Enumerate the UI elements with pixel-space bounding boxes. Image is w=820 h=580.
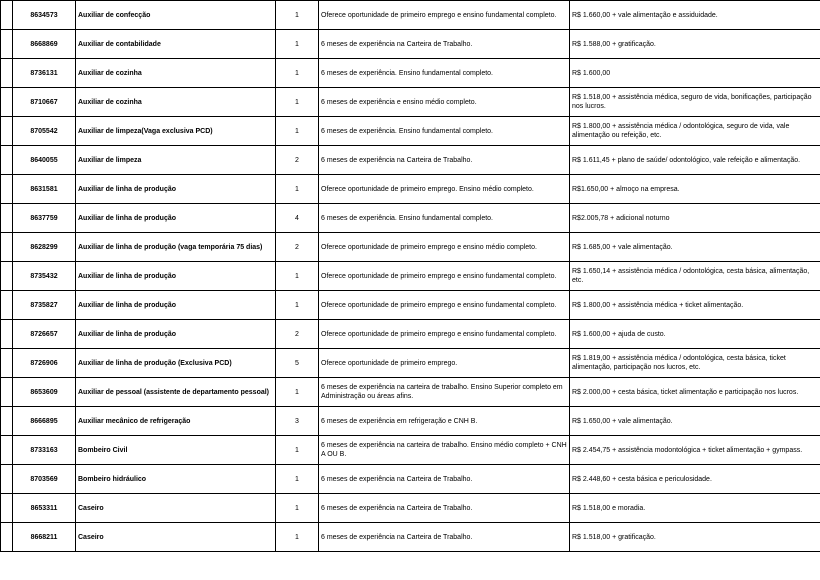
row-margin-cell [1, 1, 13, 30]
vacancies-cell: 2 [276, 320, 319, 349]
requirements-cell: Oferece oportunidade de primeiro emprego e ensino médio completo. [319, 233, 570, 262]
row-margin-cell [1, 320, 13, 349]
salary-benefits-cell: R$ 1.800,00 + assistência médica / odontológica, seguro de vida, vale alimentação ou refeição, etc. [570, 117, 820, 146]
table-row [1, 88, 820, 117]
table-row [1, 436, 820, 465]
row-margin-cell [1, 59, 13, 88]
job-code-cell: 8666895 [13, 407, 76, 436]
job-code-cell: 8736131 [13, 59, 76, 88]
vacancies-cell: 1 [276, 436, 319, 465]
table-row [1, 204, 820, 233]
requirements-cell: 6 meses de experiência. Ensino fundamental completo. [319, 59, 570, 88]
requirements-cell: 6 meses de experiência na Carteira de Trabalho. [319, 146, 570, 175]
job-title-cell: Auxiliar de limpeza(Vaga exclusiva PCD) [76, 117, 276, 146]
job-title-cell: Caseiro [76, 523, 276, 552]
job-listings-body [1, 1, 820, 552]
job-code-cell: 8631581 [13, 175, 76, 204]
vacancies-cell: 3 [276, 407, 319, 436]
job-title-cell: Auxiliar de linha de produção [76, 320, 276, 349]
table-row [1, 175, 820, 204]
table-row [1, 59, 820, 88]
job-code-cell: 8710667 [13, 88, 76, 117]
job-code-cell: 8637759 [13, 204, 76, 233]
job-title-cell: Auxiliar mecânico de refrigeração [76, 407, 276, 436]
job-title-cell: Bombeiro hidráulico [76, 465, 276, 494]
table-row [1, 262, 820, 291]
requirements-cell: 6 meses de experiência e ensino médio completo. [319, 88, 570, 117]
job-code-cell: 8668211 [13, 523, 76, 552]
job-title-cell: Auxiliar de linha de produção [76, 291, 276, 320]
requirements-cell: 6 meses de experiência. Ensino fundamental completo. [319, 117, 570, 146]
job-title-cell: Auxiliar de limpeza [76, 146, 276, 175]
requirements-cell: 6 meses de experiência na Carteira de Trabalho. [319, 494, 570, 523]
requirements-cell: 6 meses de experiência em refrigeração e CNH B. [319, 407, 570, 436]
row-margin-cell [1, 88, 13, 117]
vacancies-cell: 4 [276, 204, 319, 233]
requirements-cell: Oferece oportunidade de primeiro emprego e ensino fundamental completo. [319, 262, 570, 291]
row-margin-cell [1, 349, 13, 378]
salary-benefits-cell: R$1.650,00 + almoço na empresa. [570, 175, 820, 204]
vacancies-cell: 1 [276, 465, 319, 494]
vacancies-cell: 1 [276, 291, 319, 320]
job-code-cell: 8668869 [13, 30, 76, 59]
salary-benefits-cell: R$ 1.518,00 + assistência médica, seguro de vida, bonificações, participação nos lucros. [570, 88, 820, 117]
job-code-cell: 8733163 [13, 436, 76, 465]
salary-benefits-cell: R$ 1.518,00 e moradia. [570, 494, 820, 523]
job-title-cell: Auxiliar de linha de produção [76, 175, 276, 204]
job-title-cell: Auxiliar de linha de produção (vaga temporária 75 dias) [76, 233, 276, 262]
job-code-cell: 8653609 [13, 378, 76, 407]
job-code-cell: 8705542 [13, 117, 76, 146]
vacancies-cell: 1 [276, 30, 319, 59]
table-row [1, 233, 820, 262]
row-margin-cell [1, 175, 13, 204]
row-margin-cell [1, 262, 13, 291]
salary-benefits-cell: R$ 1.819,00 + assistência médica / odontológica, cesta básica, ticket alimentação, participação nos lucros, etc. [570, 349, 820, 378]
vacancies-cell: 1 [276, 117, 319, 146]
row-margin-cell [1, 30, 13, 59]
job-title-cell: Auxiliar de cozinha [76, 88, 276, 117]
requirements-cell: Oferece oportunidade de primeiro emprego e ensino fundamental completo. [319, 320, 570, 349]
requirements-cell: 6 meses de experiência na Carteira de Trabalho. [319, 30, 570, 59]
requirements-cell: Oferece oportunidade de primeiro emprego e ensino fundamental completo. [319, 1, 570, 30]
row-margin-cell [1, 465, 13, 494]
salary-benefits-cell: R$ 1.660,00 + vale alimentação e assiduidade. [570, 1, 820, 30]
salary-benefits-cell: R$ 1.600,00 [570, 59, 820, 88]
salary-benefits-cell: R$ 1.600,00 + ajuda de custo. [570, 320, 820, 349]
job-title-cell: Auxiliar de pessoal (assistente de departamento pessoal) [76, 378, 276, 407]
table-row [1, 349, 820, 378]
salary-benefits-cell: R$ 1.800,00 + assistência médica + ticket alimentação. [570, 291, 820, 320]
job-title-cell: Auxiliar de linha de produção (Exclusiva PCD) [76, 349, 276, 378]
row-margin-cell [1, 291, 13, 320]
salary-benefits-cell: R$ 1.650,14 + assistência médica / odontológica, cesta básica, alimentação, etc. [570, 262, 820, 291]
vacancies-cell: 1 [276, 262, 319, 291]
vacancies-cell: 1 [276, 59, 319, 88]
vacancies-cell: 1 [276, 1, 319, 30]
requirements-cell: Oferece oportunidade de primeiro emprego. [319, 349, 570, 378]
table-row [1, 378, 820, 407]
requirements-cell: 6 meses de experiência na Carteira de Trabalho. [319, 465, 570, 494]
job-code-cell: 8726906 [13, 349, 76, 378]
requirements-cell: 6 meses de experiência na carteira de trabalho. Ensino Superior completo em Administração ou áreas afins. [319, 378, 570, 407]
job-code-cell: 8735827 [13, 291, 76, 320]
table-row [1, 30, 820, 59]
row-margin-cell [1, 146, 13, 175]
job-code-cell: 8703569 [13, 465, 76, 494]
row-margin-cell [1, 233, 13, 262]
salary-benefits-cell: R$ 1.588,00 + gratificação. [570, 30, 820, 59]
salary-benefits-cell: R$ 2.000,00 + cesta básica, ticket alimentação e participação nos lucros. [570, 378, 820, 407]
table-row [1, 407, 820, 436]
table-row [1, 523, 820, 552]
row-margin-cell [1, 436, 13, 465]
table-row [1, 1, 820, 30]
table-row [1, 117, 820, 146]
job-title-cell: Auxiliar de contabilidade [76, 30, 276, 59]
row-margin-cell [1, 378, 13, 407]
salary-benefits-cell: R$ 2.448,60 + cesta básica e periculosidade. [570, 465, 820, 494]
salary-benefits-cell: R$ 1.650,00 + vale alimentação. [570, 407, 820, 436]
vacancies-cell: 5 [276, 349, 319, 378]
row-margin-cell [1, 117, 13, 146]
job-title-cell: Auxiliar de cozinha [76, 59, 276, 88]
salary-benefits-cell: R$2.005,78 + adicional noturno [570, 204, 820, 233]
job-code-cell: 8735432 [13, 262, 76, 291]
job-code-cell: 8640055 [13, 146, 76, 175]
row-margin-cell [1, 523, 13, 552]
vacancies-cell: 2 [276, 233, 319, 262]
job-code-cell: 8628299 [13, 233, 76, 262]
vacancies-cell: 1 [276, 175, 319, 204]
row-margin-cell [1, 204, 13, 233]
vacancies-cell: 1 [276, 378, 319, 407]
requirements-cell: 6 meses de experiência. Ensino fundamental completo. [319, 204, 570, 233]
job-title-cell: Bombeiro Civil [76, 436, 276, 465]
table-row [1, 320, 820, 349]
salary-benefits-cell: R$ 1.611,45 + plano de saúde/ odontológico, vale refeição e alimentação. [570, 146, 820, 175]
vacancies-cell: 1 [276, 523, 319, 552]
table-row [1, 465, 820, 494]
job-title-cell: Auxiliar de confecção [76, 1, 276, 30]
requirements-cell: Oferece oportunidade de primeiro emprego. Ensino médio completo. [319, 175, 570, 204]
job-title-cell: Auxiliar de linha de produção [76, 204, 276, 233]
vacancies-cell: 1 [276, 88, 319, 117]
job-code-cell: 8653311 [13, 494, 76, 523]
table-row [1, 146, 820, 175]
requirements-cell: Oferece oportunidade de primeiro emprego e ensino fundamental completo. [319, 291, 570, 320]
job-title-cell: Auxiliar de linha de produção [76, 262, 276, 291]
row-margin-cell [1, 494, 13, 523]
requirements-cell: 6 meses de experiência na Carteira de Trabalho. [319, 523, 570, 552]
table-row [1, 494, 820, 523]
table-row [1, 291, 820, 320]
salary-benefits-cell: R$ 1.685,00 + vale alimentação. [570, 233, 820, 262]
job-title-cell: Caseiro [76, 494, 276, 523]
job-code-cell: 8726657 [13, 320, 76, 349]
salary-benefits-cell: R$ 1.518,00 + gratificação. [570, 523, 820, 552]
row-margin-cell [1, 407, 13, 436]
vacancies-cell: 2 [276, 146, 319, 175]
requirements-cell: 6 meses de experiência na carteira de trabalho. Ensino médio completo + CNH A OU B. [319, 436, 570, 465]
vacancies-cell: 1 [276, 494, 319, 523]
salary-benefits-cell: R$ 2.454,75 + assistência modontológica + ticket alimentação + gympass. [570, 436, 820, 465]
job-code-cell: 8634573 [13, 1, 76, 30]
